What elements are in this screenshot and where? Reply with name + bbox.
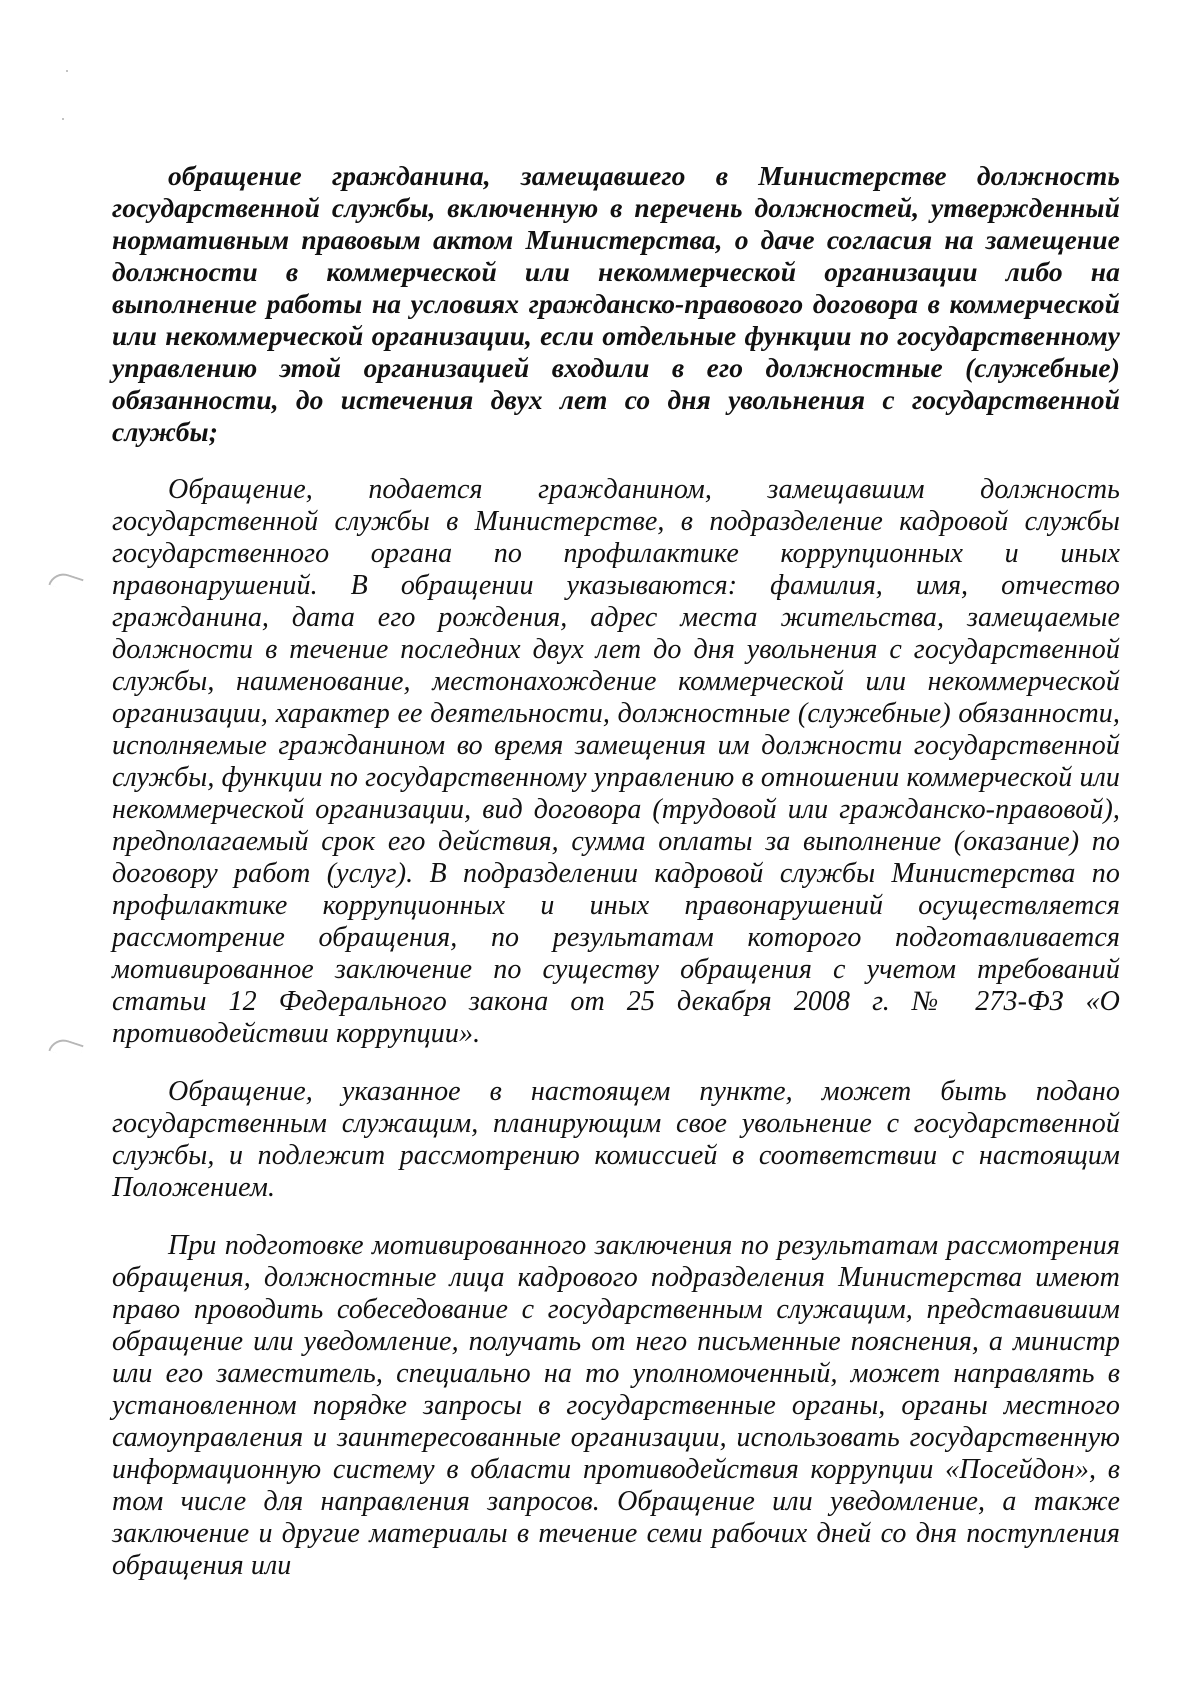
paragraph-appeal-procedure: Обращение, подается гражданином, замещавшим должность государственной службы в Министерстве, в подразделение кадровой службы государственного органа по профилактике коррупционных и иных правонарушений. В обращении указываются: фамилия, имя, отчество гражданина, дата его рождения, адрес места жительства, замещаемые должности в течение последних двух лет до дня увольнения с государственной службы, наименование, местонахождение коммерческой или некоммерческой организации, характер ее деятельности, должностные (служебные) обязанности, исполняемые гражданином во время замещения им должности государственной службы, функции по государственному управлению в отношении коммерческой или некоммерческой организации, вид договора (трудовой или гражданско-правовой), предполагаемый срок его действия, сумма оплаты за выполнение (оказание) по договору работ (услуг). В подразделении кадровой службы Министерства по профилактике коррупционных и иных правонарушений осуществляется рассмотрение обращения, по результатам которого подготавливается мотивированное заключение по существу обращения с учетом требований статьи 12 Федерального закона от 25 декабря 2008 г. № 273-ФЗ «О противодействии коррупции». — [112, 474, 1120, 1049]
document-body — [112, 160, 1120, 1582]
scan-speck — [62, 118, 64, 120]
paragraph-appeal-clause: обращение гражданина, замещавшего в Министерстве должность государственной службы, включенную в перечень должностей, утвержденный нормативным правовым актом Министерства, о даче согласия на замещение должности в коммерческой или некоммерческой организации либо на выполнение работы на условиях гражданско-правового договора в коммерческой или некоммерческой организации, если отдельные функции по государственному управлению этой организацией входили в его должностные (служебные) обязанности, до истечения двух лет со дня увольнения с государственной службы; — [112, 160, 1120, 447]
paragraph-conclusion-preparation: При подготовке мотивированного заключения по результатам рассмотрения обращения, должностные лица кадрового подразделения Министерства имеют право проводить собеседование с государственным служащим, представившим обращение или уведомление, получать от него письменные пояснения, а министр или его заместитель, специально на то уполномоченный, может направлять в установленном порядке запросы в государственные органы, органы местного самоуправления и заинтересованные организации, использовать государственную информационную систему в области противодействия коррупции «Посейдон», в том числе для направления запросов. Обращение или уведомление, а также заключение и другие материалы в течение семи рабочих дней со дня поступления обращения или — [112, 1230, 1120, 1581]
paragraph-appeal-by-servant: Обращение, указанное в настоящем пункте, может быть подано государственным служащим, планирующим свое увольнение с государственной службы, и подлежит рассмотрению комиссией в соответствии с настоящим Положением. — [112, 1076, 1120, 1203]
scan-speck — [66, 70, 68, 72]
scan-mark — [48, 1035, 83, 1060]
scan-mark — [48, 569, 83, 594]
